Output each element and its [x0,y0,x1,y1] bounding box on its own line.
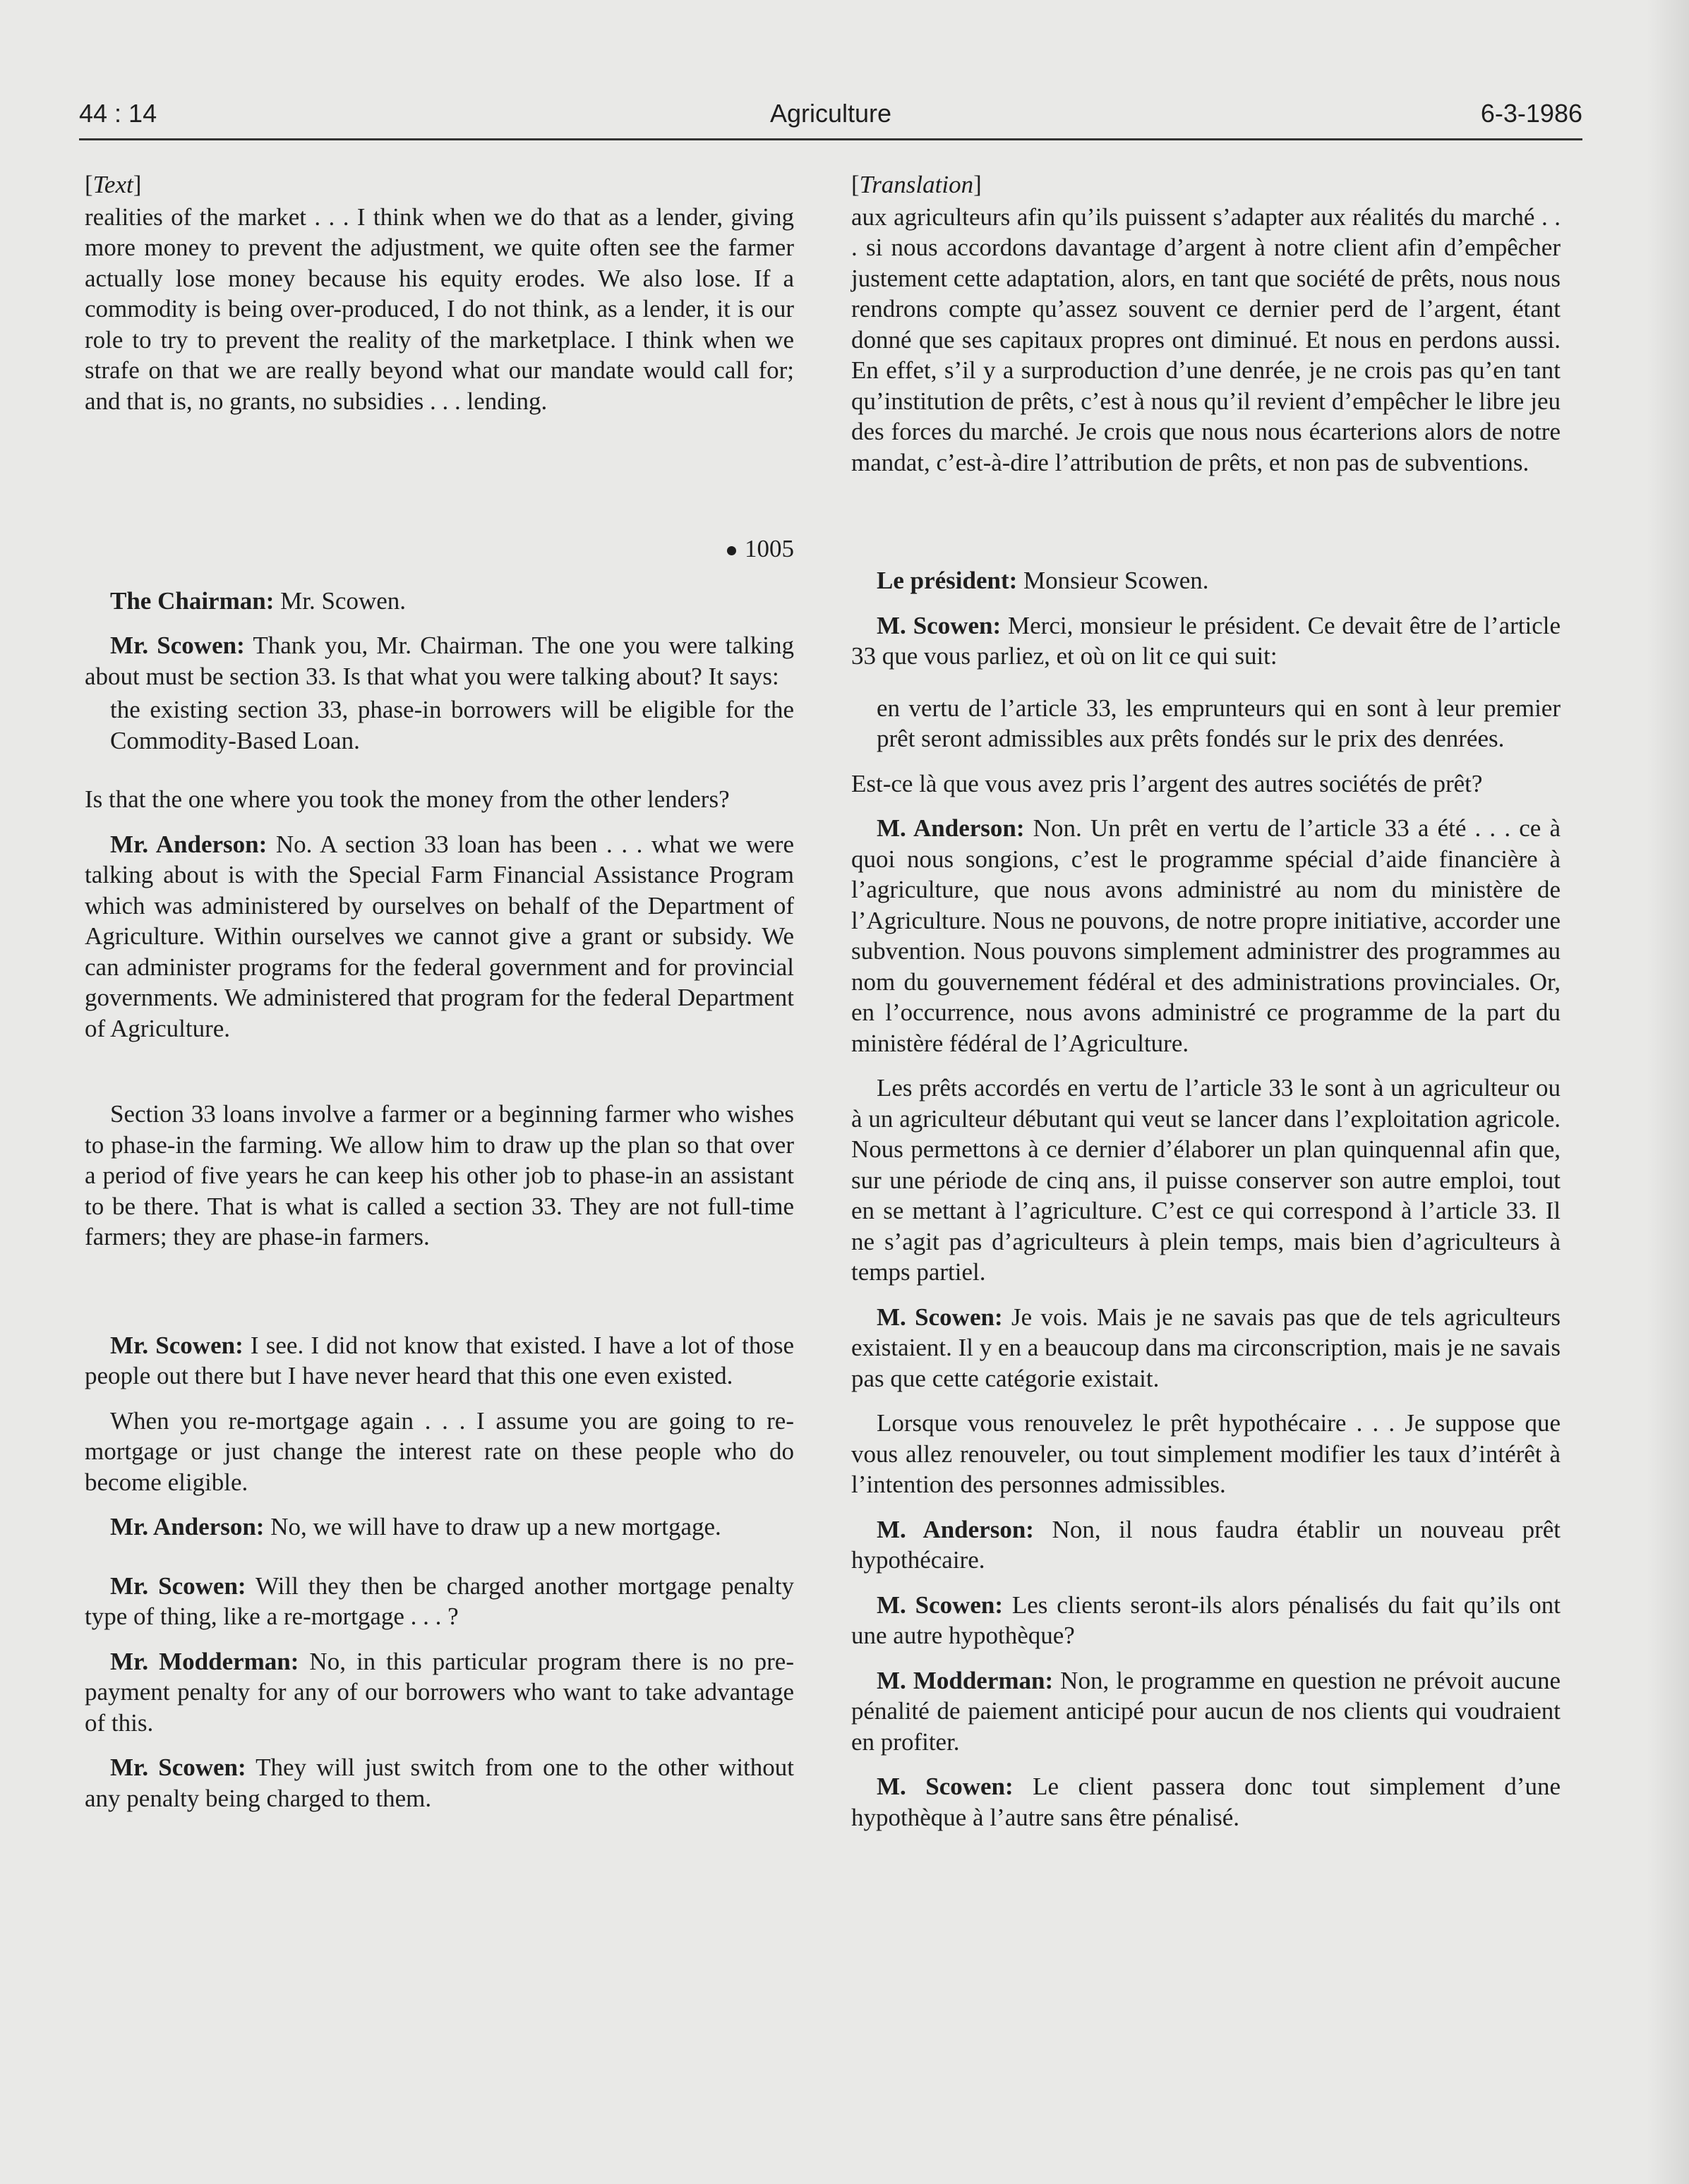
speech: Mr. Scowen: Thank you, Mr. Chairman. The one you were talking about must be section 33. Is that what you were talking about? It says: [85,632,794,690]
speaker-name: Mr. Scowen: [110,1331,244,1359]
paragraph: aux agriculteurs afin qu’ils puissent s’adapter aux réalités du marché . . . si nous accordons davantage d’argent à notre client afin d’empêcher justement cette adaptation, alors, en tant que société de prêts, nous nous rendrons compte qu’assez souvent ce dernier perd de l’argent, étant donné que ses capitaux propres ont diminué. Et nous en perdons aussi. En effet, s’il y a surproduction d’une denrée, je ne crois pas qu’en tant qu’institution de prêts, c’est à nous qu’il revient d’empêcher le libre jeu des forces du marché. Je crois que nous nous écarterions alors de notre mandat, c’est-à-dire l’attribution de prêts, et non pas de subventions. [851,203,1561,476]
speech: M. Scowen: Les clients seront-ils alors pénalisés du fait qu’ils ont une autre hypothèque? [851,1591,1561,1649]
speech: Mr. Modderman: No, in this particular program there is no pre-payment penalty for any of our borrowers who want to take advantage of this. [85,1647,794,1737]
page-date: 6-3-1986 [1480,99,1582,128]
speaker-name: Mr. Anderson: [110,830,268,858]
quotation: en vertu de l’article 33, les emprunteurs qui en sont à leur premier prêt seront admissibles aux prêts fondés sur le prix des denrées. [877,694,1561,752]
paragraph: realities of the market . . . I think when we do that as a lender, giving more money to prevent the adjustment, we quite often see the farmer actually lose money because his equity erodes. We also lose. If a commodity is being over-produced, I do not think, as a lender, it is our role to try to prevent the reality of the marketplace. I think when we strafe on that we are really beyond what our mandate would call for; and that is, no grants, no subsidies . . . lending. [85,203,794,415]
speaker-name: M. Anderson: [877,1515,1034,1543]
speech: M. Scowen: Je vois. Mais je ne savais pas que de tels agriculteurs existaient. Il y en a beaucoup dans ma circonscription, mais je ne savais pas que cette catégorie existait. [851,1303,1561,1392]
speech: M. Anderson: Non, il nous faudra établir un nouveau prêt hypothécaire. [851,1515,1561,1574]
speaker-name: M. Anderson: [877,814,1025,842]
english-column [85,169,794,1828]
page-header [79,99,1582,140]
speaker-name: Mr. Anderson: [110,1513,265,1540]
speaker-name: M. Scowen: [877,1303,1003,1331]
speech: M. Anderson: Non. Un prêt en vertu de l’article 33 a été . . . ce à quoi nous songions, c’est le programme spécial d’aide financière à l’agriculture, que nous avons administré au nom du ministère de l’Agriculture. Nous ne pouvons, de notre propre initiative, accorder une subvention. Nous pouvons simplement administrer des programmes au nom du gouvernement fédéral et des administrations provinciales. Or, en l’occurrence, nous avons administré ce programme de la part du ministère fédéral de l’Agriculture. [851,814,1561,1057]
speech: Le président: Monsieur Scowen. [877,567,1209,594]
speech: M. Scowen: Le client passera donc tout simplement d’une hypothèque à l’autre sans être pénalisé. [851,1773,1561,1831]
speech: Mr. Anderson: No. A section 33 loan has been . . . what we were talking about is with the Special Farm Financial Assistance Program which was administered by ourselves on behalf of the Department of Agriculture. Within ourselves we cannot give a grant or subsidy. We can administer programs for the federal government and for provincial governments. We administered that program for the federal Department of Agriculture. [85,830,794,1042]
paragraph: Les prêts accordés en vertu de l’article 33 le sont à un agriculteur ou à un agriculteur débutant qui veut se lancer dans l’exploitation agricole. Nous permettons à ce dernier d’élaborer un plan quinquennal afin que, sur une période de cinq ans, il puisse conserver son autre emploi, tout en se mettant à l’agriculture. C’est ce qui correspond à l’article 33. Il ne s’agit pas d’agriculteurs à plein temps, mais bien d’agriculteurs à temps partiel. [851,1074,1561,1286]
paragraph: Section 33 loans involve a farmer or a beginning farmer who wishes to phase-in the farming. We allow him to draw up the plan so that over a period of five years he can keep his other job to phase-in an assistant to be there. That is what is called a section 33. They are not full-time farmers; they are phase-in farmers. [85,1100,794,1250]
speaker-name: Mr. Scowen: [110,1754,246,1781]
bullet-icon [727,546,736,555]
page-number: 44 : 14 [79,99,157,128]
page-edge-shadow [1647,0,1689,2184]
speaker-name: Mr. Scowen: [110,632,245,659]
text-tag: [Text] [85,171,142,198]
speaker-name: Mr. Modderman: [110,1647,299,1675]
french-column [851,169,1561,1847]
paragraph: When you re-mortgage again . . . I assume you are going to re-mortgage or just change the interest rate on these people who do become eligible. [85,1406,794,1496]
paragraph: Is that the one where you took the money from the other lenders? [85,785,730,813]
quotation: the existing section 33, phase-in borrowers will be eligible for the Commodity-Based Loan. [110,696,794,754]
speaker-name: Mr. Scowen: [110,1571,246,1600]
page-title: Agriculture [769,99,892,128]
speaker-name: M. Scowen: [877,1591,1004,1619]
speech: M. Modderman: Non, le programme en question ne prévoit aucune pénalité de paiement anticipé pour aucun de nos clients qui voudraient en profiter. [851,1666,1561,1756]
speaker-name: The Chairman: [110,586,275,615]
paragraph: Est-ce là que vous avez pris l’argent des autres sociétés de prêt? [851,769,1483,797]
speaker-name: Le président: [877,567,1018,594]
speech: The Chairman: Mr. Scowen. [110,586,407,615]
translation-tag: [Translation] [851,171,982,198]
speaker-name: M. Scowen: [877,611,1002,639]
speaker-name: M. Modderman: [877,1666,1054,1694]
speech: Mr. Anderson: No, we will have to draw up a new mortgage. [110,1513,721,1540]
speech: Mr. Scowen: I see. I did not know that existed. I have a lot of those people out there but I have never heard that this one even existed. [85,1331,794,1389]
speaker-name: M. Scowen: [877,1773,1014,1800]
time-marker: 1005 [85,533,794,565]
speech: Mr. Scowen: Will they then be charged another mortgage penalty type of thing, like a re-mortgage . . . ? [85,1571,794,1630]
paragraph: Lorsque vous renouvelez le prêt hypothécaire . . . Je suppose que vous allez renouveler, ou tout simplement modifier les taux d’intérêt à l’intention des personnes admissibles. [851,1409,1561,1498]
speech: Mr. Scowen: They will just switch from one to the other without any penalty being charged to them. [85,1754,795,1812]
speech: M. Scowen: Merci, monsieur le président. Ce devait être de l’article 33 que vous parliez, et où on lit ce qui suit: [851,611,1561,670]
